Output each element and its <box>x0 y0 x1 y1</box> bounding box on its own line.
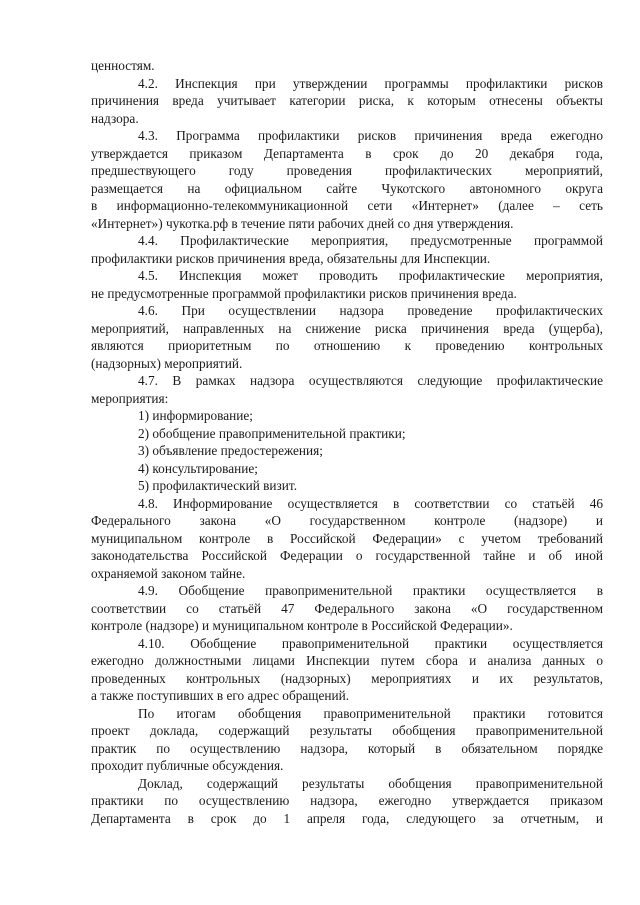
text-line: муниципальном контроле в Российской Федерации» с учетом требований <box>91 530 603 546</box>
text-line: 4.8. Информирование осуществляется в соответствии со статьёй 46 <box>138 495 603 511</box>
text-line: надзора. <box>91 110 139 126</box>
text-line: Доклад, содержащий результаты обобщения правоприменительной <box>138 775 603 791</box>
text-line: мероприятий, направленных на снижение риска причинения вреда (ущерба), <box>91 320 603 336</box>
text-line: утверждается приказом Департамента в срок до 20 декабря года, <box>91 145 603 161</box>
text-line: охраняемой законом тайне. <box>91 565 246 581</box>
text-line: 4.2. Инспекция при утверждении программы профилактики рисков <box>138 75 603 91</box>
list-item: 4) консультирование; <box>138 460 258 476</box>
text-line: Департамента в срок до 1 апреля года, следующего за отчетным, и <box>91 810 603 826</box>
text-line: в информационно-телекоммуникационной сети «Интернет» (далее – сеть <box>91 198 603 213</box>
text-line: 4.6. При осуществлении надзора проведение профилактических <box>138 303 603 318</box>
text-line: не предусмотренные программой профилактики рисков причинения вреда. <box>91 285 517 301</box>
text-line: контроле (надзоре) и муниципальном контроле в Российской Федерации». <box>91 618 513 633</box>
text-line: практики по осуществлению надзора, ежегодно утверждается приказом <box>91 793 603 808</box>
text-line: «Интернет») чукотка.рф в течение пяти рабочих дней со дня утверждения. <box>91 215 514 231</box>
text-line: Федерального закона «О государственном контроле (надзоре) и <box>91 513 603 528</box>
text-line: (надзорных) мероприятий. <box>91 355 243 371</box>
text-line: 4.5. Инспекция может проводить профилактические мероприятия, <box>138 268 603 283</box>
list-item: 5) профилактический визит. <box>138 478 298 493</box>
text-line: мероприятия: <box>91 390 169 406</box>
text-line: соответствии со статьёй 47 Федерального закона «О государственном <box>91 600 603 616</box>
list-item: 2) обобщение правоприменительной практики; <box>138 425 406 441</box>
text-line: размещается на официальном сайте Чукотского автономного округа <box>91 180 603 196</box>
text-line: являются приоритетным по отношению к проведению контрольных <box>91 338 603 353</box>
text-line: По итогам обобщения правоприменительной практики готовится <box>138 705 603 721</box>
text-line: практик по осуществлению надзора, который в обязательном порядке <box>91 740 603 756</box>
text-line: ежегодно должностными лицами Инспекции путем сбора и анализа данных о <box>91 653 603 668</box>
text-line: проект доклада, содержащий результаты обобщения правоприменительной <box>91 723 603 738</box>
text-line: профилактики рисков причинения вреда, обязательны для Инспекции. <box>91 250 491 266</box>
list-item: 1) информирование; <box>138 408 254 423</box>
text-line: 4.10. Обобщение правоприменительной практики осуществляется <box>138 635 603 651</box>
text-line: проходит публичные обсуждения. <box>91 758 284 773</box>
text-line: 4.9. Обобщение правоприменительной практики осуществляется в <box>138 583 603 598</box>
text-line: 4.4. Профилактические мероприятия, предусмотренные программой <box>138 233 603 248</box>
text-line: 4.3. Программа профилактики рисков причинения вреда ежегодно <box>138 128 603 143</box>
text-line: 4.7. В рамках надзора осуществляются следующие профилактические <box>138 373 603 388</box>
text-line: ценностям. <box>91 58 155 73</box>
list-item: 3) объявление предостережения; <box>138 443 323 458</box>
text-line: проведенных контрольных (надзорных) мероприятиях и их результатов, <box>91 670 603 686</box>
text-line: предшествующего году проведения профилактических мероприятий, <box>91 163 603 178</box>
text-line: законодательства Российской Федерации о государственной тайне и об иной <box>91 548 603 563</box>
text-line: причинения вреда учитывает категории риска, к которым отнесены объекты <box>91 93 603 108</box>
text-line: а также поступивших в его адрес обращений. <box>91 688 350 703</box>
